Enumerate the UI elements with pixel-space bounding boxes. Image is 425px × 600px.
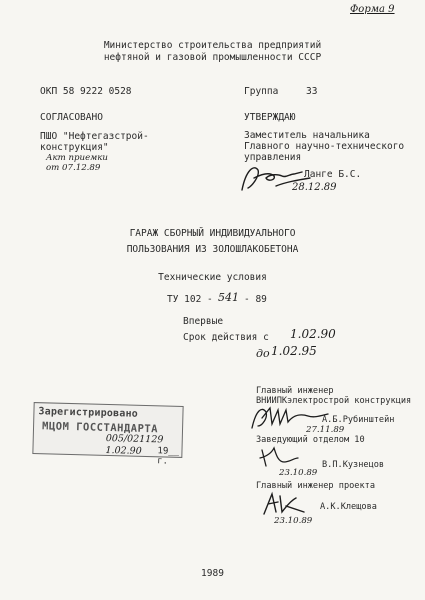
chief-project-engineer-title: Главный инженер проекта xyxy=(256,481,375,491)
forma-label: Форма 9 xyxy=(350,4,395,15)
agreed-heading: СОГЛАСОВАНО xyxy=(40,112,103,123)
approve-line-3: управления xyxy=(244,152,302,163)
stamp-reg-date: 1.02.90 xyxy=(105,444,142,457)
approve-date: 28.12.89 xyxy=(292,182,337,193)
tu-prefix: ТУ 102 - xyxy=(167,294,213,305)
ministry-line-1: Министерство строительства предприятий xyxy=(103,40,322,51)
document-title-line-1: ГАРАЖ СБОРНЫЙ ИНДИВИДУАЛЬНОГО xyxy=(129,228,296,239)
approve-heading: УТВЕРЖДАЮ xyxy=(244,112,296,123)
stamp-reg-year: 19__ г. xyxy=(157,446,180,467)
acceptance-act-label: Акт приемки xyxy=(46,153,108,163)
group-value: 33 xyxy=(306,86,318,97)
chief-project-engineer-name: А.К.Клещова xyxy=(320,502,377,512)
approver-name: Ланге Б.С. xyxy=(304,169,362,180)
department-head-name: В.П.Кузнецов xyxy=(322,460,385,470)
chief-project-engineer-signature-icon xyxy=(260,490,308,518)
approve-line-2: Главного научно-технического xyxy=(244,141,405,152)
approve-line-1: Заместитель начальника xyxy=(244,130,370,141)
stamp-line-2: МЦОМ ГОССТАНДАРТА xyxy=(41,420,159,436)
first-issue-label: Впервые xyxy=(183,316,224,327)
ministry-line-2: нефтяной и газовой промышленности СССР xyxy=(103,52,322,63)
tu-number: 541 xyxy=(218,291,239,304)
stamp-reg-number: 005/021129 xyxy=(105,432,164,446)
okp-code: ОКП 58 9222 0528 xyxy=(40,86,132,97)
chief-engineer-title: Главный инженер xyxy=(256,386,334,396)
department-head-title: Заведующий отделом 10 xyxy=(256,435,365,445)
department-head-date: 23.10.89 xyxy=(279,468,318,478)
validity-to-label: до xyxy=(256,347,270,360)
chief-engineer-name: А.Б.Рубинштейн xyxy=(322,415,395,425)
validity-label: Срок действия с xyxy=(183,332,269,343)
agreed-org-line-2: конструкция" xyxy=(40,142,109,153)
validity-from: 1.02.90 xyxy=(290,327,336,341)
chief-engineer-date: 27.11.89 xyxy=(306,425,345,435)
publication-year: 1989 xyxy=(201,568,224,579)
document-kind: Технические условия xyxy=(158,272,267,283)
group-label: Группа xyxy=(244,86,279,97)
registration-stamp xyxy=(32,402,183,467)
validity-to: 1.02.95 xyxy=(271,344,317,358)
agreed-org-line-1: ПШО "Нефтегазстрой- xyxy=(40,131,149,142)
stamp-line-1: Зарегистрировано xyxy=(38,406,139,420)
document-title-line-2: ПОЛЬЗОВАНИЯ ИЗ ЗОЛОШЛАКОБЕТОНА xyxy=(126,244,299,255)
chief-project-engineer-date: 23.10.89 xyxy=(274,516,313,526)
tu-suffix: - 89 xyxy=(244,294,267,305)
acceptance-act-date: от 07.12.89 xyxy=(46,163,101,173)
chief-engineer-org: ВНИИПКэлектрострой конструкция xyxy=(256,396,412,406)
